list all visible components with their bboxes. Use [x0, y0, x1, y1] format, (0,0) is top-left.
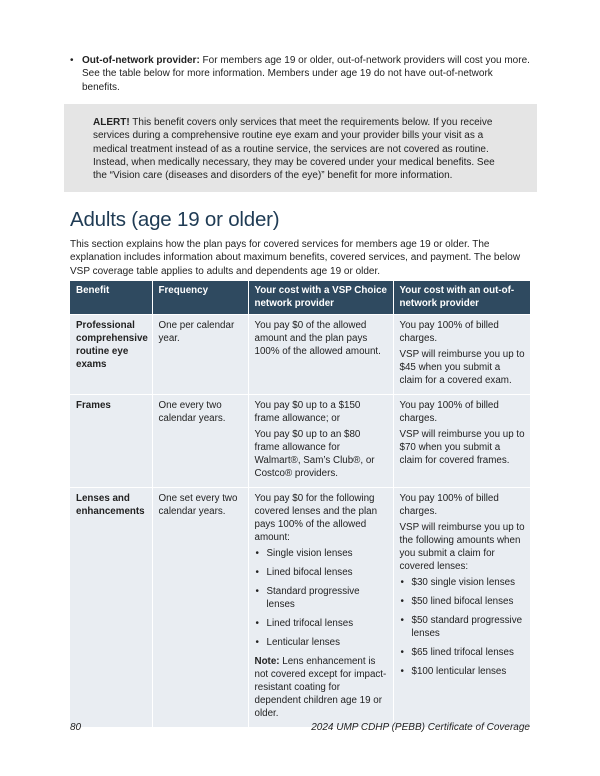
lenses-vsp-intro: You pay $0 for the following covered lenses and the plan pays 100% of the allowed amount:	[254, 493, 378, 543]
list-item: • Standard progressive lenses	[255, 585, 388, 611]
lenses-note	[255, 655, 388, 720]
frames-frequency: One every two calendar years.	[152, 395, 248, 488]
table-header-row	[70, 281, 530, 315]
list-item: • Lined bifocal lenses	[255, 566, 388, 579]
header-benefit: Benefit	[70, 281, 152, 315]
list-item: • Lined trifocal lenses	[255, 617, 388, 630]
section-intro: This section explains how the plan pays for covered services for members age 19 or older. The explanation includes information about maximum benefits, covered services, and payment. The below VSP coverage table applies to adults and dependents age 19 or older.	[70, 239, 521, 277]
alert-label: ALERT!	[93, 117, 130, 128]
oon-provider-label: Out-of-network provider:	[82, 55, 200, 66]
header-vsp-cost: Your cost with a VSP Choice network provider	[248, 281, 393, 315]
frames-benefit: Frames	[70, 395, 152, 488]
bullet-dot: •	[70, 55, 74, 66]
oon-provider-bullet	[70, 54, 532, 94]
lenses-benefit: Lenses and enhancements	[70, 488, 152, 728]
footer-doc-title: 2024 UMP CDHP (PEBB) Certificate of Coverage	[311, 722, 530, 733]
section-title: Adults (age 19 or older)	[70, 208, 280, 231]
exam-oon-cost	[393, 315, 530, 395]
lenses-oon-list	[400, 576, 526, 678]
lenses-vsp-list	[255, 547, 388, 649]
list-item: • $50 lined bifocal lenses	[400, 595, 526, 608]
exam-vsp-text: You pay $0 of the allowed amount and the plan pays 100% of the allowed amount.	[254, 320, 381, 357]
list-item: • $100 lenticular lenses	[400, 665, 526, 678]
oon-provider-text: For members age 19 or older, out-of-network providers will cost you more. See the table below for more information. Members under age 19 do not have out-of-network benefits.	[82, 55, 530, 93]
lenses-vsp-cost	[248, 488, 393, 728]
coverage-table	[70, 281, 530, 728]
list-item: • $65 lined trifocal lenses	[400, 646, 526, 659]
frames-oon-text-1: You pay 100% of billed charges.	[399, 400, 499, 424]
exam-oon-text-1: You pay 100% of billed charges.	[399, 320, 499, 344]
lenses-oon-text-2: VSP will reimburse you up to the following amounts when you submit a claim for covered lenses:	[399, 522, 525, 572]
list-item: • $30 single vision lenses	[400, 576, 526, 589]
page-number: 80	[70, 722, 82, 733]
frames-vsp-cost	[248, 395, 393, 488]
lenses-oon-cost	[393, 488, 530, 728]
table-row-frames	[70, 395, 530, 488]
header-oon-cost: Your cost with an out-of-network provider	[393, 281, 530, 315]
exam-frequency: One per calendar year.	[152, 315, 248, 395]
list-item: • Single vision lenses	[255, 547, 388, 560]
note-label: Note:	[254, 656, 280, 667]
table-row-lenses	[70, 488, 530, 728]
frames-vsp-text-2: You pay $0 up to an $80 frame allowance for Walmart®, Sam’s Club®, or Costco® providers.	[254, 429, 375, 479]
lenses-oon-text-1: You pay 100% of billed charges.	[399, 493, 499, 517]
table-row-exams	[70, 315, 530, 395]
exam-vsp-cost	[248, 315, 393, 395]
note-text: Lens enhancement is not covered except for impact-resistant coating for dependent children age 19 or older.	[254, 656, 387, 719]
exam-benefit: Professional comprehensive routine eye exams	[70, 315, 152, 395]
lenses-frequency: One set every two calendar years.	[152, 488, 248, 728]
list-item: • $50 standard progressive lenses	[400, 614, 526, 640]
header-frequency: Frequency	[152, 281, 248, 315]
frames-vsp-text-1: You pay $0 up to a $150 frame allowance; or	[254, 400, 361, 424]
exam-oon-text-2: VSP will reimburse you up to $45 when you submit a claim for a covered exam.	[399, 349, 525, 386]
list-item: • Lenticular lenses	[255, 636, 388, 649]
alert-text: This benefit covers only services that meet the requirements below. If you receive services during a comprehensive routine eye exam and your provider bills your visit as a medical treatment instead of as a routine service, the services are not covered as routine. Instead, when medically necessary, they may be covered under your medical benefits. See the “Vision care (diseases and disorders of the eye)” benefit for more information.	[93, 117, 495, 182]
alert-box	[64, 104, 537, 192]
frames-oon-text-2: VSP will reimburse you up to $70 when you submit a claim for covered frames.	[399, 429, 525, 466]
frames-oon-cost	[393, 395, 530, 488]
